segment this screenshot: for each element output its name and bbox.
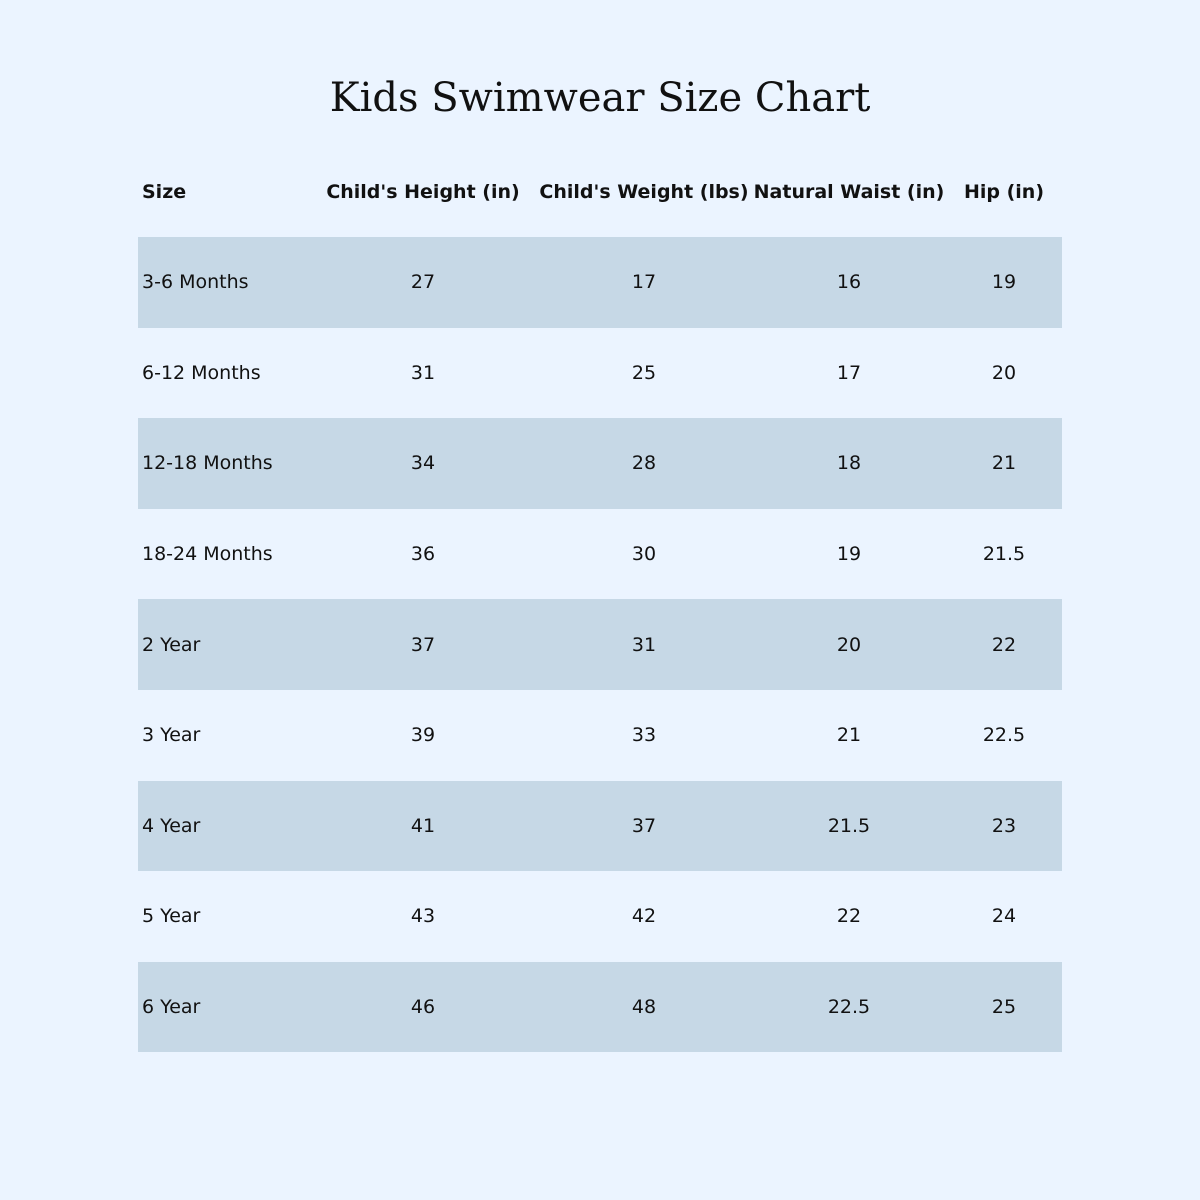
cell-height: 34 xyxy=(410,452,436,475)
cell-hip: 22 xyxy=(991,633,1017,656)
cell-weight: 25 xyxy=(631,361,657,384)
cell-hip: 21 xyxy=(991,452,1017,475)
cell-hip: 24 xyxy=(991,905,1017,928)
cell-weight: 28 xyxy=(631,452,657,475)
cell-size: 2 Year xyxy=(142,633,201,656)
cell-size: 18-24 Months xyxy=(142,543,273,566)
cell-waist: 21 xyxy=(836,724,862,747)
table-header-row xyxy=(138,147,1062,237)
cell-hip: 19 xyxy=(991,271,1017,294)
cell-weight: 48 xyxy=(631,996,657,1019)
cell-size: 3-6 Months xyxy=(142,271,249,294)
cell-size: 5 Year xyxy=(142,905,201,928)
table-row xyxy=(138,509,1062,600)
table-row xyxy=(138,328,1062,419)
cell-weight: 37 xyxy=(631,814,657,837)
cell-waist: 22 xyxy=(836,905,862,928)
cell-size: 4 Year xyxy=(142,814,201,837)
cell-height: 27 xyxy=(410,271,436,294)
cell-weight: 17 xyxy=(631,271,657,294)
header-size: Size xyxy=(142,181,187,203)
cell-size: 3 Year xyxy=(142,724,201,747)
cell-height: 31 xyxy=(410,361,436,384)
chart-title: Kids Swimwear Size Chart xyxy=(329,75,871,121)
header-weight: Child's Weight (lbs) xyxy=(539,181,749,203)
cell-waist: 21.5 xyxy=(827,814,871,837)
cell-height: 43 xyxy=(410,905,436,928)
header-hip: Hip (in) xyxy=(963,181,1045,203)
header-height: Child's Height (in) xyxy=(326,181,520,203)
cell-hip: 21.5 xyxy=(982,543,1026,566)
size-table xyxy=(138,147,1062,1052)
cell-height: 41 xyxy=(410,814,436,837)
cell-waist: 16 xyxy=(836,271,862,294)
cell-height: 37 xyxy=(410,633,436,656)
cell-waist: 17 xyxy=(836,361,862,384)
cell-size: 6 Year xyxy=(142,996,201,1019)
cell-weight: 31 xyxy=(631,633,657,656)
cell-waist: 22.5 xyxy=(827,996,871,1019)
table-row xyxy=(138,781,1062,872)
cell-size: 6-12 Months xyxy=(142,361,261,384)
table-row xyxy=(138,690,1062,781)
table-row xyxy=(138,599,1062,690)
cell-hip: 25 xyxy=(991,996,1017,1019)
header-waist: Natural Waist (in) xyxy=(753,181,945,203)
cell-hip: 20 xyxy=(991,361,1017,384)
table-row xyxy=(138,871,1062,962)
cell-height: 39 xyxy=(410,724,436,747)
cell-height: 46 xyxy=(410,996,436,1019)
cell-weight: 33 xyxy=(631,724,657,747)
cell-weight: 42 xyxy=(631,905,657,928)
table-row xyxy=(138,237,1062,328)
cell-hip: 22.5 xyxy=(982,724,1026,747)
cell-waist: 19 xyxy=(836,543,862,566)
table-row xyxy=(138,418,1062,509)
cell-waist: 18 xyxy=(836,452,862,475)
cell-height: 36 xyxy=(410,543,436,566)
cell-size: 12-18 Months xyxy=(142,452,273,475)
table-row xyxy=(138,962,1062,1053)
cell-weight: 30 xyxy=(631,543,657,566)
cell-waist: 20 xyxy=(836,633,862,656)
cell-hip: 23 xyxy=(991,814,1017,837)
